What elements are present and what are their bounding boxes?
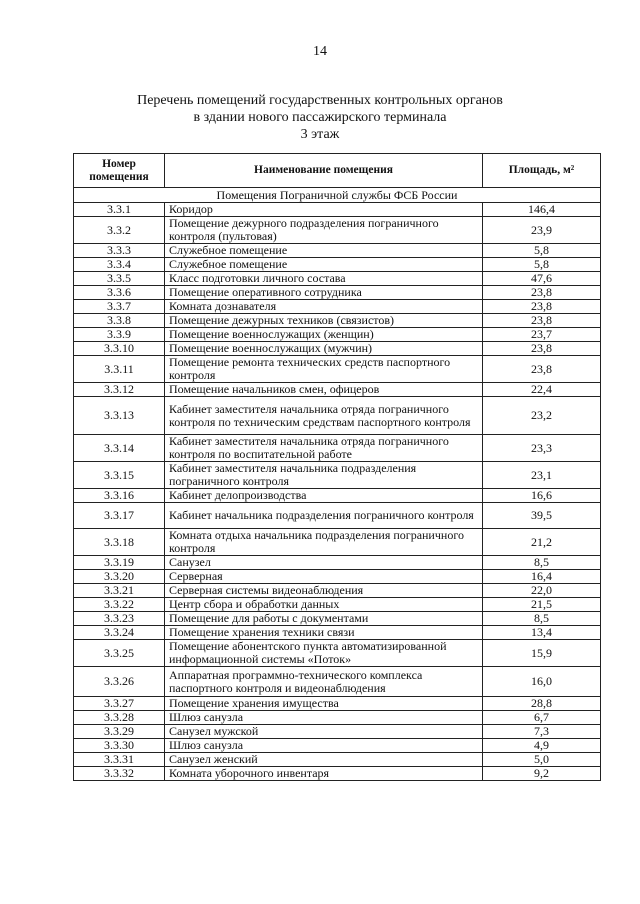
room-area: 23,9 [483,217,601,244]
room-number: 3.3.11 [74,356,165,383]
room-area: 16,4 [483,570,601,584]
room-area: 23,7 [483,328,601,342]
room-name: Кабинет начальника подразделения пограничного контроля [165,503,483,529]
room-number: 3.3.14 [74,435,165,462]
room-name: Помещение хранения техники связи [165,626,483,640]
room-number: 3.3.2 [74,217,165,244]
room-area: 23,2 [483,397,601,435]
room-name: Помещение абонентского пункта автоматизированной информационной системы «Поток» [165,640,483,667]
room-name: Серверная [165,570,483,584]
room-name: Помещение начальников смен, офицеров [165,383,483,397]
room-number: 3.3.32 [74,767,165,781]
room-number: 3.3.12 [74,383,165,397]
table-row [74,626,601,640]
room-number: 3.3.22 [74,598,165,612]
room-name: Помещение ремонта технических средств паспортного контроля [165,356,483,383]
table-row [74,725,601,739]
room-number: 3.3.10 [74,342,165,356]
table-row [74,356,601,383]
section-row [74,188,601,203]
room-area: 8,5 [483,612,601,626]
title-line-1: Перечень помещений государственных контрольных органов [137,93,503,108]
room-name: Санузел женский [165,753,483,767]
room-name: Центр сбора и обработки данных [165,598,483,612]
room-area: 7,3 [483,725,601,739]
room-number: 3.3.5 [74,272,165,286]
room-name: Помещение военнослужащих (мужчин) [165,342,483,356]
table-header-row [74,154,601,188]
room-number: 3.3.19 [74,556,165,570]
table-row [74,667,601,697]
room-number: 3.3.27 [74,697,165,711]
room-number: 3.3.3 [74,244,165,258]
table-row [74,258,601,272]
room-name: Комната дознавателя [165,300,483,314]
room-name: Кабинет заместителя начальника подразделения пограничного контроля [165,462,483,489]
room-area: 6,7 [483,711,601,725]
room-number: 3.3.9 [74,328,165,342]
table-row [74,584,601,598]
document-title [0,92,640,143]
room-number: 3.3.23 [74,612,165,626]
header-number: Номер помещения [74,154,165,188]
room-name: Помещение хранения имущества [165,697,483,711]
room-number: 3.3.18 [74,529,165,556]
room-number: 3.3.30 [74,739,165,753]
room-name: Аппаратная программно-технического комплекса паспортного контроля и видеонаблюдения [165,667,483,697]
table-row [74,397,601,435]
room-name: Помещение для работы с документами [165,612,483,626]
room-area: 23,8 [483,356,601,383]
table-row [74,342,601,356]
room-number: 3.3.13 [74,397,165,435]
room-name: Служебное помещение [165,258,483,272]
room-area: 28,8 [483,697,601,711]
table-row [74,244,601,258]
table-row [74,383,601,397]
table-row [74,314,601,328]
room-number: 3.3.26 [74,667,165,697]
table-row [74,767,601,781]
room-area: 22,0 [483,584,601,598]
room-area: 22,4 [483,383,601,397]
table-row [74,711,601,725]
title-line-3: 3 этаж [300,127,340,142]
room-area: 23,3 [483,435,601,462]
room-area: 13,4 [483,626,601,640]
room-name: Служебное помещение [165,244,483,258]
room-area: 4,9 [483,739,601,753]
room-number: 3.3.24 [74,626,165,640]
room-number: 3.3.29 [74,725,165,739]
room-name: Кабинет заместителя начальника отряда пограничного контроля по воспитательной работе [165,435,483,462]
table-row [74,570,601,584]
table-row [74,203,601,217]
room-number: 3.3.1 [74,203,165,217]
room-name: Санузел [165,556,483,570]
table-row [74,640,601,667]
table-row [74,556,601,570]
room-area: 21,5 [483,598,601,612]
room-name: Санузел мужской [165,725,483,739]
room-area: 23,8 [483,300,601,314]
page-number: 14 [313,44,327,59]
table-row [74,598,601,612]
room-number: 3.3.25 [74,640,165,667]
table-row [74,612,601,626]
table-row [74,300,601,314]
room-name: Шлюз санузла [165,739,483,753]
room-area: 39,5 [483,503,601,529]
room-area: 8,5 [483,556,601,570]
table-row [74,435,601,462]
room-area: 15,9 [483,640,601,667]
room-area: 16,0 [483,667,601,697]
section-title: Помещения Пограничной службы ФСБ России [74,188,601,203]
room-area: 23,8 [483,314,601,328]
room-area: 5,0 [483,753,601,767]
table-row [74,328,601,342]
room-name: Помещение военнослужащих (женщин) [165,328,483,342]
room-name: Серверная системы видеонаблюдения [165,584,483,598]
room-number: 3.3.21 [74,584,165,598]
room-number: 3.3.16 [74,489,165,503]
table-row [74,503,601,529]
room-name: Кабинет заместителя начальника отряда пограничного контроля по техническим средствам паспортного контроля [165,397,483,435]
room-number: 3.3.17 [74,503,165,529]
table-row [74,529,601,556]
room-name: Помещение дежурного подразделения пограничного контроля (пультовая) [165,217,483,244]
room-name: Комната отдыха начальника подразделения пограничного контроля [165,529,483,556]
table-row [74,697,601,711]
room-area: 23,8 [483,342,601,356]
table-row [74,753,601,767]
room-name: Комната уборочного инвентаря [165,767,483,781]
room-number: 3.3.15 [74,462,165,489]
room-number: 3.3.28 [74,711,165,725]
room-name: Кабинет делопроизводства [165,489,483,503]
room-number: 3.3.31 [74,753,165,767]
table-row [74,217,601,244]
room-area: 47,6 [483,272,601,286]
room-number: 3.3.8 [74,314,165,328]
room-area: 5,8 [483,258,601,272]
room-area: 23,8 [483,286,601,300]
header-name: Наименование помещения [165,154,483,188]
room-area: 21,2 [483,529,601,556]
table-row [74,739,601,753]
room-name: Класс подготовки личного состава [165,272,483,286]
room-number: 3.3.7 [74,300,165,314]
rooms-table [73,153,601,781]
room-name: Помещение дежурных техников (связистов) [165,314,483,328]
room-name: Помещение оперативного сотрудника [165,286,483,300]
room-name: Шлюз санузла [165,711,483,725]
room-name: Коридор [165,203,483,217]
table-row [74,272,601,286]
header-area: Площадь, м² [483,154,601,188]
room-number: 3.3.20 [74,570,165,584]
table-row [74,489,601,503]
room-area: 146,4 [483,203,601,217]
table-row [74,286,601,300]
room-area: 9,2 [483,767,601,781]
room-area: 23,1 [483,462,601,489]
room-number: 3.3.4 [74,258,165,272]
room-number: 3.3.6 [74,286,165,300]
title-line-2: в здании нового пассажирского терминала [193,110,447,125]
room-area: 16,6 [483,489,601,503]
table-row [74,462,601,489]
room-area: 5,8 [483,244,601,258]
